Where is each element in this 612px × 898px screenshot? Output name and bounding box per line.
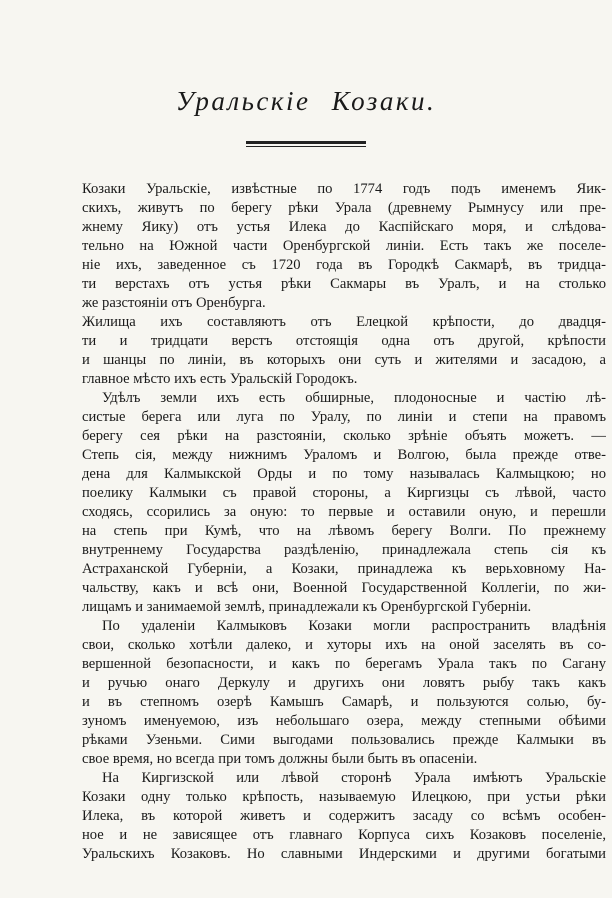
text-line: ти верстахъ отъ устья рѣки Сакмары въ Уралъ, и на столько xyxy=(82,276,606,292)
text-line: рѣками Узеньми. Сими выгодами пользовались прежде Калмыки въ xyxy=(82,732,606,748)
text-line: внутреннему Государства раздѣленію, принадлежала степь сія къ xyxy=(82,542,606,558)
text-line: же разстояніи отъ Оренбурга. xyxy=(82,295,266,311)
text-line: поелику Калмыки съ правой стороны, а Киргизцы съ лѣвой, часто xyxy=(82,485,606,501)
chapter-title: Уральскіе Козаки. xyxy=(175,86,437,116)
text-line: свои, сколько хотѣли далеко, и хуторы ихъ на оной заселять въ со- xyxy=(82,637,606,653)
text-line: берегу сея рѣки на разстояніи, сколько зрѣніе объять можетъ. — xyxy=(82,428,606,444)
text-line: на степь при Кумѣ, что на лѣвомъ берегу Волги. По прежнему xyxy=(82,523,606,539)
title-divider-rule xyxy=(246,141,366,147)
text-line: дена для Калмыкской Орды и по тому называлась Калмыцкою; но xyxy=(82,466,606,482)
text-line: ти и тридцати верстъ отстоящія одна отъ другой, крѣпости xyxy=(82,333,606,349)
text-line: жнему Яику) отъ устья Илека до Каспійскаго моря, и слѣдова- xyxy=(82,219,606,235)
text-line: Козаки Уральскіе, извѣстные по 1774 годъ подъ именемъ Яик- xyxy=(82,181,606,197)
text-line: и шанцы по линіи, въ которыхъ они суть и жителями и засадою, а xyxy=(82,352,606,368)
text-line: ніе ихъ, заведенное съ 1720 года въ Городкѣ Сакмарѣ, въ тридца- xyxy=(82,257,606,273)
text-line: Степь сія, между нижнимъ Ураломъ и Волгою, была прежде отве- xyxy=(82,447,606,463)
text-line: По удаленіи Калмыковъ Козаки могли распространить владѣнія xyxy=(102,618,606,634)
text-line: свое время, но всегда при томъ должны были быть въ опасеніи. xyxy=(82,751,478,767)
text-line: Астраханской Губерніи, а Козаки, принадлежа къ верьховному На- xyxy=(82,561,606,577)
text-line: систые берега или луга по Уралу, по линіи и степи на правомъ xyxy=(82,409,606,425)
text-line: тельно на Южной части Оренбургской линіи. Есть такъ же поселе- xyxy=(82,238,606,254)
text-line: сходясь, ссорились за оную: то первые и оставили оную, и перешли xyxy=(82,504,606,520)
text-line: зуномъ именуемою, изъ небольшаго озера, между степными обѣими xyxy=(82,713,606,729)
text-line: Уральскихъ Козаковъ. Но славными Индерскими и другими богатыми xyxy=(82,846,606,862)
text-line: и ручью онаго Деркулу и другихъ они ловятъ рыбу такъ какъ xyxy=(82,675,606,691)
text-line: лищамъ и занимаемой землѣ, принадлежали къ Оренбургской Губерніи. xyxy=(82,599,532,615)
text-line: главное мѣсто ихъ есть Уральскій Городокъ. xyxy=(82,371,358,387)
text-line: Илека, въ которой живетъ и содержитъ засаду со всѣмъ особен- xyxy=(82,808,606,824)
text-line: ное и не зависящее отъ главнаго Корпуса сихъ Козаковъ поселеніе, xyxy=(82,827,606,843)
text-line: Удѣлъ земли ихъ есть обширные, плодоносные и частію лѣ- xyxy=(102,390,606,406)
text-line: чальству, какъ и всѣ они, Военной Государственной Коллегіи, по жи- xyxy=(82,580,606,596)
text-line: и въ степномъ озерѣ Камышъ Самарѣ, и пользуются солью, бу- xyxy=(82,694,606,710)
text-line: вершенной безопасности, и какъ по берегамъ Урала такъ по Сагану xyxy=(82,656,606,672)
text-line: Козаки одну только крѣпость, называемую Илецкою, при устьи рѣки xyxy=(82,789,606,805)
text-line: На Киргизской или лѣвой сторонѣ Урала имѣютъ Уральскіе xyxy=(102,770,606,786)
text-line: Жилища ихъ составляютъ отъ Елецкой крѣпости, до двадця- xyxy=(82,314,606,330)
text-line: скихъ, живутъ по берегу рѣки Урала (древнему Рымнусу или пре- xyxy=(82,200,606,216)
